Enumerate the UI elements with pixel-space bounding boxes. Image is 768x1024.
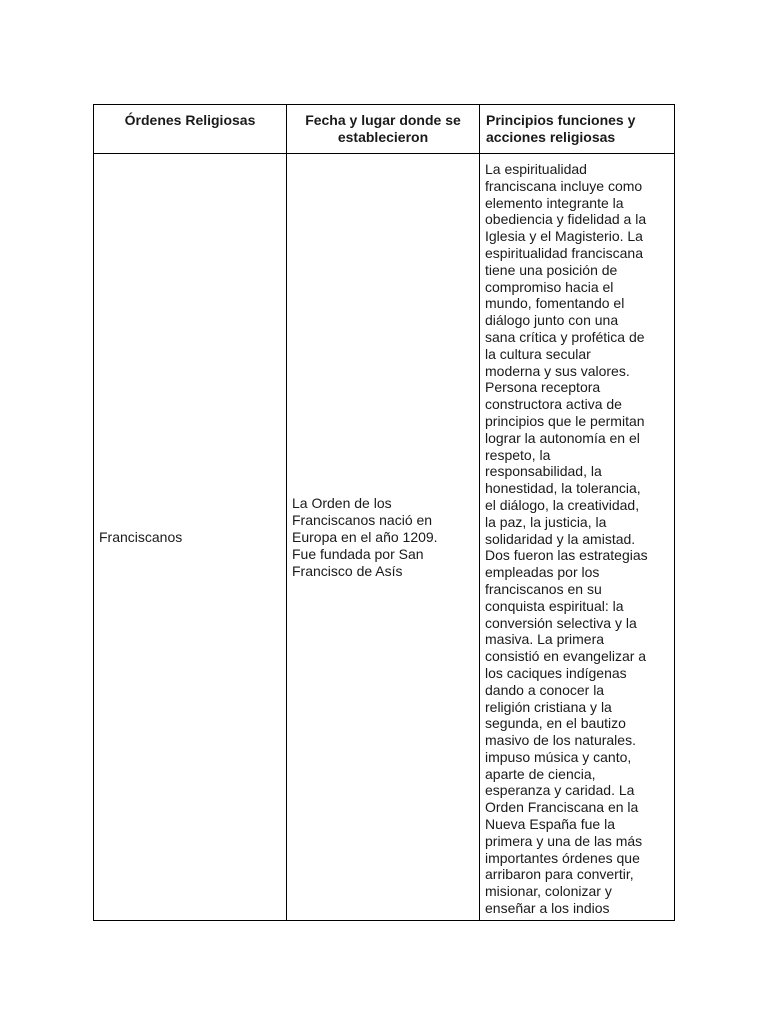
header-orders-label: Órdenes Religiosas (124, 112, 256, 128)
table-row (94, 154, 675, 921)
principles-text: La espiritualidad franciscana incluye como elemento integrante la obediencia y fidelidad a la Iglesia y el Magisterio. La espiritualidad franciscana tiene una posición de compromiso hacia el mundo, fomentando el diálogo junto con una sana crítica y profética de la cultura secular moderna y sus valores. Persona receptora constructora activa de principios que le permitan lograr la autonomía en el respeto, la responsabilidad, la honestidad, la tolerancia, el diálogo, la creatividad, la paz, la justicia, la solidaridad y la amistad. Dos fueron las estrategias empleadas por los franciscanos en su conquista espiritual: la conversión selectiva y la masiva. La primera consistió en evangelizar a los caciques indígenas dando a conocer la religión cristiana y la segunda, en el bautizo masivo de los naturales. impuso música y canto, aparte de ciencia, esperanza y caridad. La Orden Franciscana en la Nueva España fue la primera y una de las más importantes órdenes que arribaron para convertir, misionar, colonizar y enseñar a los indios (485, 161, 648, 917)
table-header-row (94, 105, 675, 154)
date-place-cell (287, 154, 480, 921)
header-date-place-label: Fecha y lugar donde se establecieron (305, 112, 461, 145)
header-cell-orders (94, 105, 287, 154)
header-principles-label: Principios funciones y acciones religiosas (486, 112, 636, 145)
order-name-cell (94, 154, 287, 921)
principles-cell (480, 154, 675, 921)
religious-orders-table (93, 104, 675, 921)
header-cell-principles (480, 105, 675, 154)
order-name: Franciscanos (99, 528, 183, 545)
date-place-text: La Orden de los Franciscanos nació en Europa en el año 1209. Fue fundada por San Francisco de Asís (292, 494, 438, 579)
header-cell-date-place (287, 105, 480, 154)
